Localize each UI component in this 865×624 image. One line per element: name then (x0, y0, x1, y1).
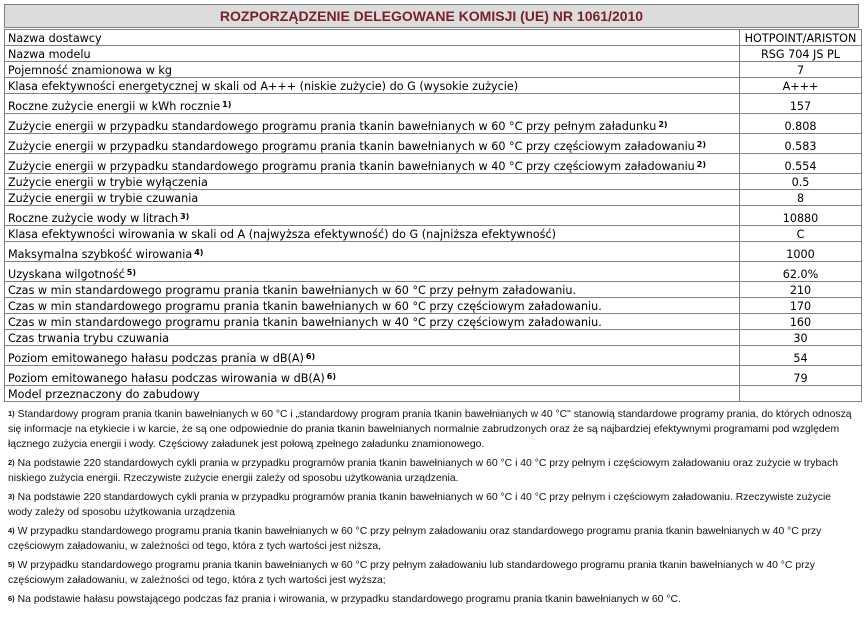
footnote-mark: 4) (8, 526, 15, 535)
table-row (5, 206, 862, 226)
footnote-mark: 4) (194, 248, 204, 257)
footnote-mark: 5) (8, 560, 15, 569)
footnote-mark: 6) (326, 372, 337, 381)
row-value: 54 (740, 346, 862, 366)
table-row (5, 242, 862, 262)
row-value: 0.808 (740, 114, 862, 134)
row-value: 157 (740, 94, 862, 114)
table-row (5, 78, 862, 94)
row-label: Zużycie energii w trybie czuwania (5, 190, 740, 206)
table-row (5, 62, 862, 78)
footnotes (8, 407, 854, 611)
row-label: Model przeznaczony do zabudowy (5, 386, 740, 402)
footnote-mark: 6) (305, 352, 316, 361)
footnote: $^{5)}$ W przypadku standardowego programu prania tkanin bawełnianych w 60 °C przy pełnym załadowaniu lub standardowego programu prania tkanin bawełnianych w 40 °C przy częściowym załadowaniu, w zależności od tego, która z tych wartości jest wyższa; (8, 560, 815, 586)
row-label: Nazwa modelu (5, 46, 740, 62)
table-row (5, 346, 862, 366)
footnote-mark: 2) (8, 458, 15, 467)
row-label: Pojemność znamionowa w kg (5, 62, 740, 78)
row-label: Poziom emitowanego hałasu podczas prania w dB(A) $^{6)}$ (5, 346, 740, 366)
footnote-mark: 2) (658, 120, 668, 129)
row-value: 0.5 (740, 174, 862, 190)
row-value: HOTPOINT/ARISTON (740, 30, 862, 46)
spec-table (4, 29, 862, 402)
table-row (5, 154, 862, 174)
row-value: 160 (740, 314, 862, 330)
footnote-mark: 3) (180, 212, 190, 221)
table-row (5, 174, 862, 190)
footnote-mark: 2) (696, 140, 707, 149)
footnote: $^{3)}$ Na podstawie 220 standardowych cykli prania w przypadku programów prania tkanin bawełnianych w 60 °C i 40 °C przy pełnym i częściowym załadowaniu. Rzeczywiste zużycie wody zależy od sposobu użytkowania urządzenia (8, 492, 832, 518)
row-value: 79 (740, 366, 862, 386)
row-label: Zużycie energii w trybie wyłączenia (5, 174, 740, 190)
row-value: 62.0% (740, 262, 862, 282)
footnote: $^{6)}$ Na podstawie hałasu powstającego podczas faz prania i wirowania, w przypadku standardowego programu prania tkanin bawełnianych w 60 °C. (8, 594, 681, 605)
row-value: A+++ (740, 78, 862, 94)
row-label: Czas w min standardowego programu prania tkanin bawełnianych w 60 °C przy pełnym załadowaniu. (5, 282, 740, 298)
row-value: C (740, 226, 862, 242)
row-value: 7 (740, 62, 862, 78)
table-row (5, 314, 862, 330)
table-row (5, 298, 862, 314)
row-label: Uzyskana wilgotność $^{5)}$ (5, 262, 740, 282)
row-label: Klasa efektywności energetycznej w skali od A+++ (niskie zużycie) do G (wysokie zużycie) (5, 78, 740, 94)
row-value (740, 386, 862, 402)
row-label: Zużycie energii w przypadku standardowego programu prania tkanin bawełnianych w 60 °C przy pełnym załadunku $^{2)}$ (5, 114, 740, 134)
row-label: Maksymalna szybkość wirowania $^{4)}$ (5, 242, 740, 262)
footnote: $^{4)}$ W przypadku standardowego programu prania tkanin bawełnianych w 60 °C przy pełnym załadowaniu oraz standardowego programu prania tkanin bawełnianych w 40 °C przy częściowym załadowaniu, w zależności od tego, która z tych wartości jest niższa, (8, 526, 822, 552)
row-value: RSG 704 JS PL (740, 46, 862, 62)
row-label: Klasa efektywności wirowania w skali od A (najwyższa efektywność) do G (najniższa efektywność) (5, 226, 740, 242)
footnote: $^{1)}$ Standardowy program prania tkanin bawełnianych w 60 °C i „standardowy program prania tkanin bawełnianych w 40 °C" stanowią standardowe programy prania, do których odnoszą się informacje na etykiecie i w karcie, że są one odpowiednie do prania tkanin bawełnianych normalnie zabrudzonych oraz że są najbardziej efektywnymi programami pod względem łącznego zużycia energii i wody. Częściowy załadunek jest połową zpełnego załadunku znamionowego. (8, 409, 852, 450)
row-value: 1000 (740, 242, 862, 262)
row-value: 10880 (740, 206, 862, 226)
row-value: 170 (740, 298, 862, 314)
row-value: 8 (740, 190, 862, 206)
row-value: 210 (740, 282, 862, 298)
table-row (5, 94, 862, 114)
page-title: ROZPORZĄDZENIE DELEGOWANE KOMISJI (UE) NR 1061/2010 (4, 4, 859, 28)
row-value: 0.583 (740, 134, 862, 154)
row-label: Zużycie energii w przypadku standardowego programu prania tkanin bawełnianych w 60 °C przy częściowym załadowaniu $^{2)}$ (5, 134, 740, 154)
row-label: Roczne zużycie wody w litrach $^{3)}$ (5, 206, 740, 226)
table-row (5, 134, 862, 154)
footnote-mark: 1) (8, 409, 15, 418)
table-row (5, 330, 862, 346)
table-row (5, 366, 862, 386)
table-row (5, 30, 862, 46)
table-row (5, 262, 862, 282)
footnote-mark: 6) (8, 594, 15, 603)
row-label: Czas trwania trybu czuwania (5, 330, 740, 346)
row-label: Roczne zużycie energii w kWh rocznie $^{1)}$ (5, 94, 740, 114)
footnote-mark: 1) (222, 100, 232, 109)
footnote-mark: 5) (126, 268, 136, 277)
table-row (5, 386, 862, 402)
table-row (5, 226, 862, 242)
table-row (5, 46, 862, 62)
row-label: Czas w min standardowego programu prania tkanin bawełnianych w 60 °C przy częściowym załadowaniu. (5, 298, 740, 314)
table-row (5, 282, 862, 298)
row-label: Poziom emitowanego hałasu podczas wirowania w dB(A) $^{6)}$ (5, 366, 740, 386)
table-row (5, 114, 862, 134)
footnote-mark: 2) (696, 160, 707, 169)
table-row (5, 190, 862, 206)
footnote: $^{2)}$ Na podstawie 220 standardowych cykli prania w przypadku programów prania tkanin bawełnianych w 60 °C i 40 °C przy pełnym i częściowym załadowaniu oraz zużycie w trybach niskiego zużycia energii. Rzeczywiste zużycie energii zależy od sposobu użytkowania urządzenia. (8, 458, 838, 484)
row-label: Zużycie energii w przypadku standardowego programu prania tkanin bawełnianych w 40 °C przy częściowym załadowaniu $^{2)}$ (5, 154, 740, 174)
footnote-mark: 3) (8, 492, 15, 501)
row-label: Nazwa dostawcy (5, 30, 740, 46)
row-value: 30 (740, 330, 862, 346)
row-label: Czas w min standardowego programu prania tkanin bawełnianych w 40 °C przy częściowym załadowaniu. (5, 314, 740, 330)
row-value: 0.554 (740, 154, 862, 174)
